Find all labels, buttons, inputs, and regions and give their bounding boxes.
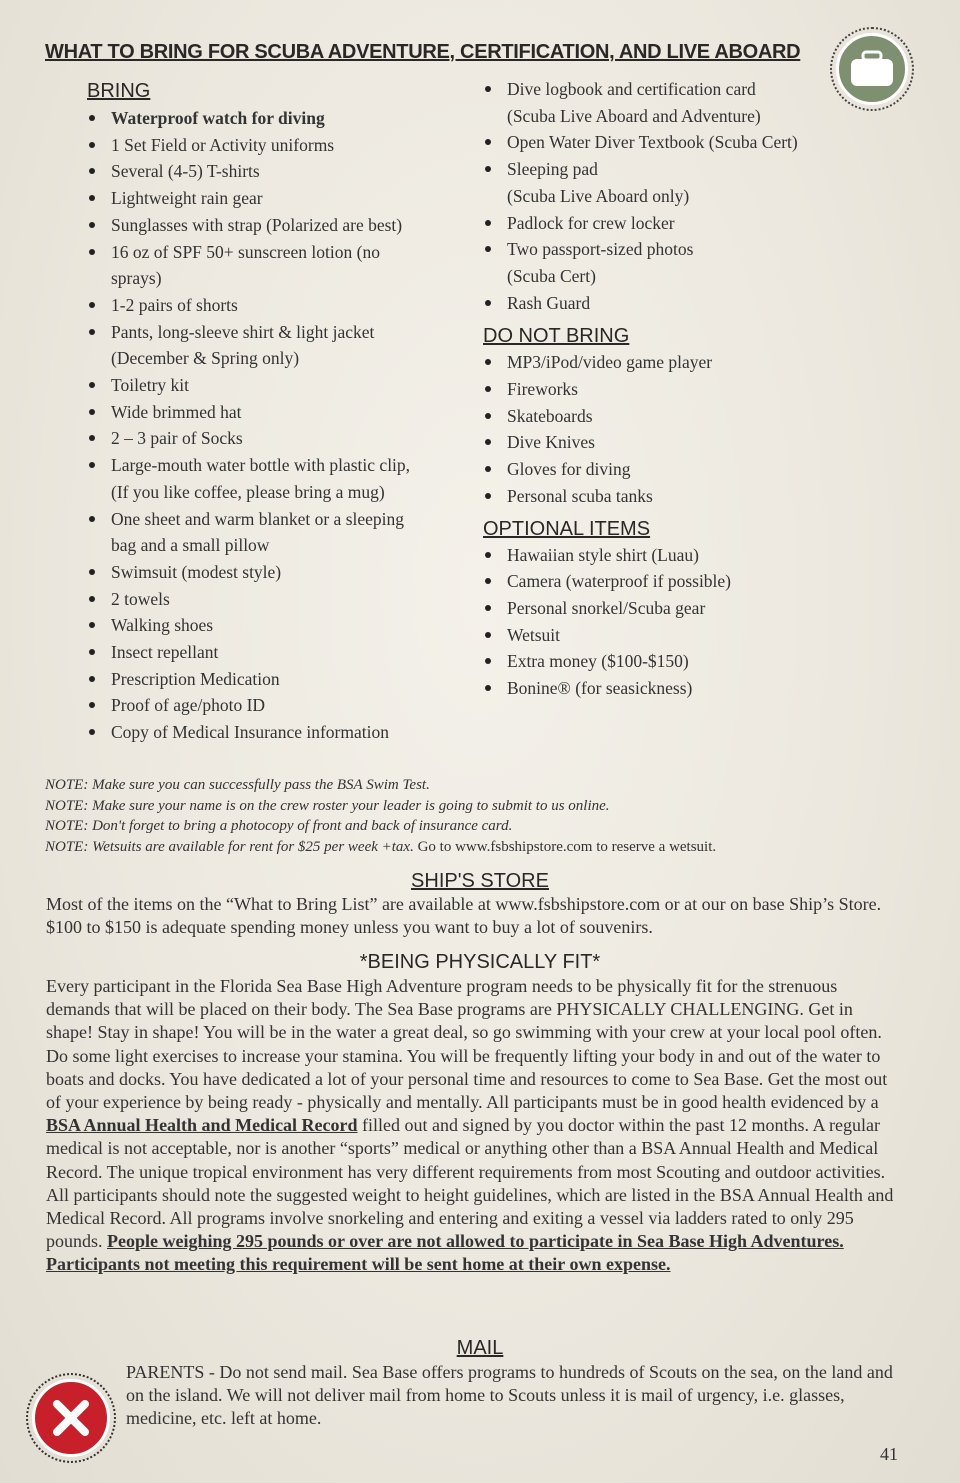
page-number: 41 bbox=[880, 1444, 898, 1464]
list-item: Camera (waterproof if possible) bbox=[483, 568, 883, 595]
list-item: Walking shoes bbox=[87, 612, 467, 639]
physically-fit-heading: *BEING PHYSICALLY FIT* bbox=[359, 951, 601, 973]
list-item: Personal scuba tanks bbox=[483, 483, 883, 510]
note-wetsuit: NOTE: Wetsuits are available for rent for $25 per week +tax. Go to www.fsbshipstore.com to reserve a wetsuit. bbox=[45, 838, 717, 855]
list-item: Copy of Medical Insurance information bbox=[87, 719, 467, 746]
mail-text: PARENTS - Do not send mail. Sea Base offers programs to hundreds of Scouts on the sea, on the land and on the island. We will not deliver mail from home to Scouts unless it is mail of urgency, i.e. glasses, medicine, etc. left at home. bbox=[126, 1362, 893, 1429]
list-item: Wide brimmed hat bbox=[87, 399, 467, 426]
list-item: Dive logbook and certification card (Scuba Live Aboard and Adventure) bbox=[483, 76, 883, 129]
list-item: MP3/iPod/video game player bbox=[483, 349, 883, 376]
health-record-link: BSA Annual Health and Medical Record bbox=[46, 1115, 358, 1136]
page-title: WHAT TO BRING FOR SCUBA ADVENTURE, CERTIFICATION, AND LIVE ABOARD bbox=[45, 41, 801, 63]
list-item: Hawaiian style shirt (Luau) bbox=[483, 542, 883, 569]
list-item: 16 oz of SPF 50+ sunscreen lotion (no sprays) bbox=[87, 239, 467, 292]
note-insurance: NOTE: Don't forget to bring a photocopy of front and back of insurance card. bbox=[45, 818, 513, 834]
list-item: Several (4-5) T-shirts bbox=[87, 158, 467, 185]
list-item: Gloves for diving bbox=[483, 456, 883, 483]
list-item: Wetsuit bbox=[483, 622, 883, 649]
optional-items-heading: OPTIONAL ITEMS bbox=[483, 517, 651, 540]
bring-section bbox=[87, 78, 467, 746]
list-item: Proof of age/photo ID bbox=[87, 692, 467, 719]
do-not-bring-heading: DO NOT BRING bbox=[483, 325, 630, 348]
x-close-icon bbox=[51, 1398, 91, 1438]
list-item: Swimsuit (modest style) bbox=[87, 559, 467, 586]
weight-warning: People weighing 295 pounds or over are not allowed to participate in Sea Base High Adventures. Participants not meeting this requirement will be sent home at their own expense. bbox=[46, 1231, 844, 1275]
list-item: 1-2 pairs of shorts bbox=[87, 292, 467, 319]
ships-store-heading: SHIP'S STORE bbox=[411, 870, 549, 892]
list-item: Personal snorkel/Scuba gear bbox=[483, 595, 883, 622]
list-item: Open Water Diver Textbook (Scuba Cert) bbox=[483, 129, 883, 156]
list-item: Skateboards bbox=[483, 403, 883, 430]
ships-store-text: Most of the items on the “What to Bring List” are available at www.fsbshipstore.com or at our on base Ship’s Store. $100 to $150 is adequate spending money unless you want to buy a lot of souvenirs. bbox=[46, 894, 882, 937]
physically-fit-text: Every participant in the Florida Sea Base High Adventure program needs to be physically fit for the strenuous demands that will be placed on their body. The Sea Base programs are PHYSICALLY CHALLENGING. Get in shape! Stay in shape! You will be in the water a great deal, so go swimming with your crew at your local pool often. Do some light exercises to increase your stamina. You will be frequently lifting your body in and out of the water to boats and docks. You have dedicated a lot of your personal time and resources to come to Sea Base. Get the most out of your experience by being ready - physically and mentally. All participants must be in good health evidenced by a BSA Annual Health and Medical Record filled out and signed by you doctor within the past 12 months. A regular medical is not acceptable, nor is another “sports” medical or anything other than a BSA Annual Health and Medical Record. The unique tropical environment has very different requirements from most Scouting and outdoor activities. All participants should note the suggested weight to height guidelines, which are listed in the BSA Annual Health and Medical Record. All programs involve snorkeling and entering and exiting a vessel via ladders rated to only 295 pounds. People weighing 295 pounds or over are not allowed to participate in Sea Base High Adventures. Participants not meeting this requirement will be sent home at their own expense. bbox=[46, 976, 894, 1275]
notes-block bbox=[45, 775, 716, 857]
list-item: Lightweight rain gear bbox=[87, 185, 467, 212]
list-item: Extra money ($100-$150) bbox=[483, 648, 883, 675]
right-column bbox=[483, 76, 883, 702]
list-item: 2 – 3 pair of Socks bbox=[87, 425, 467, 452]
mail-heading: MAIL bbox=[456, 1337, 504, 1359]
list-item: Waterproof watch for diving bbox=[87, 105, 467, 132]
list-item: 1 Set Field or Activity uniforms bbox=[87, 132, 467, 159]
list-item: Two passport-sized photos (Scuba Cert) bbox=[483, 236, 883, 289]
list-item: Fireworks bbox=[483, 376, 883, 403]
list-item: Bonine® (for seasickness) bbox=[483, 675, 883, 702]
list-item: Sleeping pad (Scuba Live Aboard only) bbox=[483, 156, 883, 209]
list-item: Large-mouth water bottle with plastic clip, (If you like coffee, please bring a mug) bbox=[87, 452, 467, 505]
list-item: 2 towels bbox=[87, 586, 467, 613]
list-item: Sunglasses with strap (Polarized are best) bbox=[87, 212, 467, 239]
list-item: Padlock for crew locker bbox=[483, 210, 883, 237]
list-item: Toiletry kit bbox=[87, 372, 467, 399]
list-item: Rash Guard bbox=[483, 290, 883, 317]
list-item: Pants, long-sleeve shirt & light jacket (December & Spring only) bbox=[87, 319, 467, 372]
bring-heading: BRING bbox=[87, 80, 151, 102]
list-item: One sheet and warm blanket or a sleeping bag and a small pillow bbox=[87, 506, 467, 559]
no-mail-badge bbox=[26, 1373, 116, 1463]
list-item: Prescription Medication bbox=[87, 666, 467, 693]
list-item: Insect repellant bbox=[87, 639, 467, 666]
note-swim-test: NOTE: Make sure you can successfully pass the BSA Swim Test. bbox=[45, 777, 430, 793]
note-crew-roster: NOTE: Make sure your name is on the crew roster your leader is going to submit to us online. bbox=[45, 797, 610, 814]
list-item: Dive Knives bbox=[483, 429, 883, 456]
